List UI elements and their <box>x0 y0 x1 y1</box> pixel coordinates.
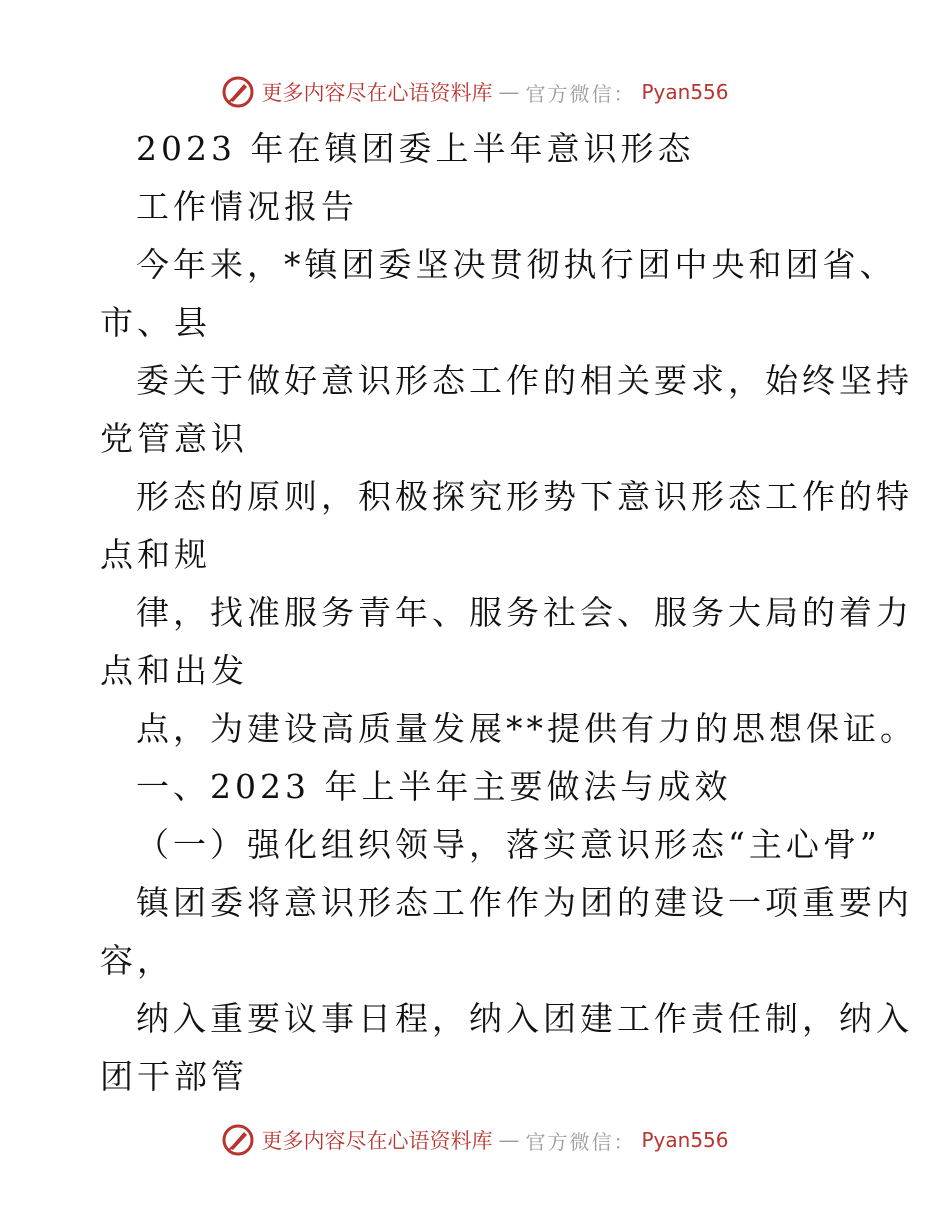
paragraph-line: 委关于做好意识形态工作的相关要求，始终坚持 <box>136 361 913 400</box>
watermark-dash: — <box>498 80 520 104</box>
watermark-wechat-id: Pyan556 <box>641 80 729 104</box>
paragraph-line: 点和规 <box>100 535 211 574</box>
paragraph-line: 点和出发 <box>100 651 248 690</box>
paragraph-line: 镇团委将意识形态工作作为团的建设一项重要内 <box>136 883 913 922</box>
watermark-site-text: 更多内容尽在心语资料库 <box>261 81 493 105</box>
paragraph-line: 纳入重要议事日程，纳入团建工作责任制，纳入 <box>136 999 913 1038</box>
watermark-dash: — <box>498 1128 520 1152</box>
paragraph-line: 容， <box>100 941 174 980</box>
document-title-line-2: 工作情况报告 <box>136 187 358 226</box>
paragraph-line: 律，找准服务青年、服务社会、服务大局的着力 <box>136 593 913 632</box>
watermark-header <box>0 72 950 112</box>
quill-logo-icon <box>221 75 255 109</box>
paragraph-line: 点，为建设高质量发展**提供有力的思想保证。 <box>136 709 917 748</box>
watermark-label: 官方微信： <box>525 1129 636 1154</box>
paragraph-line: 团干部管 <box>100 1057 248 1096</box>
watermark-footer <box>0 1120 950 1160</box>
section-heading: 一、2023 年上半年主要做法与成效 <box>136 767 732 806</box>
paragraph-line: 形态的原则，积极探究形势下意识形态工作的特 <box>136 477 913 516</box>
paragraph-line: 今年来，*镇团委坚决贯彻执行团中央和团省、 <box>136 245 897 284</box>
watermark-wechat-id: Pyan556 <box>641 1128 729 1152</box>
quill-logo-icon <box>221 1123 255 1157</box>
watermark-site-text: 更多内容尽在心语资料库 <box>261 1129 493 1153</box>
paragraph-line: 党管意识 <box>100 419 248 458</box>
subsection-heading: （一）强化组织领导，落实意识形态“主心骨” <box>136 825 881 864</box>
document-title-line-1: 2023 年在镇团委上半年意识形态 <box>136 129 695 168</box>
paragraph-line: 市、县 <box>100 303 211 342</box>
watermark-label: 官方微信： <box>525 81 636 106</box>
